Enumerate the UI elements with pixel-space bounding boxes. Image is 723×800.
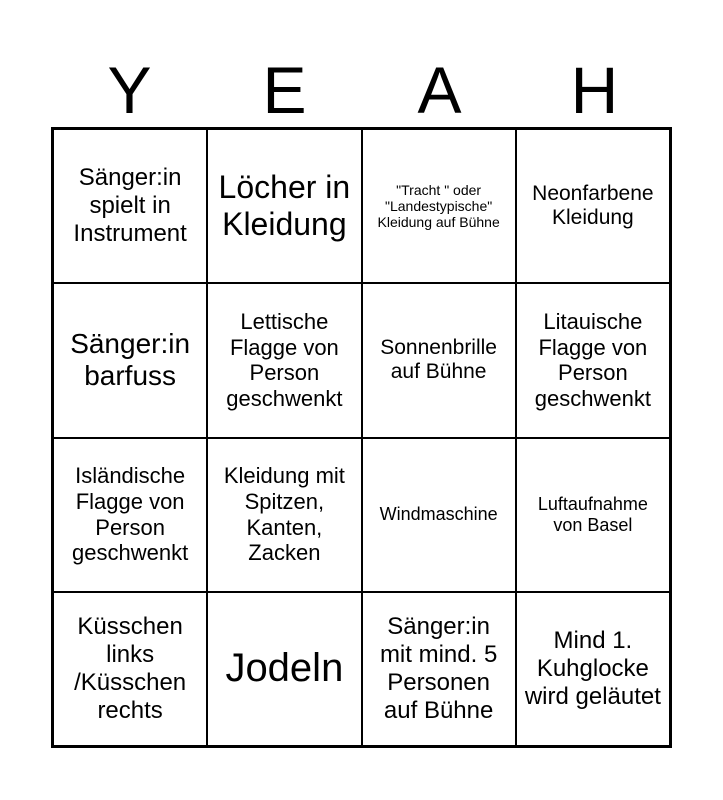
cell-text: Isländische Flagge von Person geschwenkt bbox=[72, 463, 189, 566]
cell-text: Küsschen links /Küsschen rechts bbox=[74, 612, 187, 724]
bingo-cell[interactable] bbox=[53, 129, 207, 283]
cell-text: Windmaschine bbox=[379, 504, 498, 525]
cell-text: Sänger:in mit mind. 5 Personen auf Bühne bbox=[379, 612, 498, 724]
bingo-cell[interactable] bbox=[207, 438, 361, 592]
cell-text: Mind 1. Kuhglocke wird geläutet bbox=[524, 626, 661, 710]
header-letter-a: A bbox=[417, 53, 462, 127]
bingo-cell[interactable] bbox=[516, 283, 670, 437]
header-letter-y: Y bbox=[107, 53, 152, 127]
bingo-cell[interactable] bbox=[207, 129, 361, 283]
bingo-cell[interactable] bbox=[53, 438, 207, 592]
bingo-cell[interactable] bbox=[362, 592, 516, 746]
bingo-cell[interactable] bbox=[207, 283, 361, 437]
bingo-cell[interactable] bbox=[516, 592, 670, 746]
bingo-cell[interactable] bbox=[362, 283, 516, 437]
cell-text: Lettische Flagge von Person geschwenkt bbox=[226, 308, 343, 412]
cell-text: Sänger:in barfuss bbox=[70, 327, 191, 392]
cell-text: Löcher in Kleidung bbox=[218, 168, 351, 243]
bingo-cell[interactable] bbox=[53, 592, 207, 746]
cell-text: Kleidung mit Spitzen, Kanten, Zacken bbox=[223, 463, 345, 566]
cell-text: Sänger:in spielt in Instrument bbox=[73, 164, 187, 248]
bingo-cell[interactable] bbox=[516, 438, 670, 592]
cell-text: Sonnenbrille auf Bühne bbox=[380, 335, 497, 384]
bingo-cell[interactable] bbox=[362, 438, 516, 592]
cell-text: Jodeln bbox=[225, 646, 344, 691]
bingo-cell[interactable] bbox=[516, 129, 670, 283]
bingo-cell[interactable] bbox=[362, 129, 516, 283]
cell-text: Luftaufnahme von Basel bbox=[537, 493, 648, 535]
cell-text: Neonfarbene Kleidung bbox=[532, 181, 654, 230]
bingo-cell[interactable] bbox=[207, 592, 361, 746]
cell-text: "Tracht " oder "Landestypische" Kleidung auf Bühne bbox=[377, 181, 500, 231]
cell-text: Litauische Flagge von Person geschwenkt bbox=[534, 308, 651, 412]
header-letter-e: E bbox=[262, 53, 307, 127]
header-letter-h: H bbox=[570, 53, 619, 127]
bingo-grid bbox=[51, 127, 672, 748]
bingo-header bbox=[52, 52, 672, 128]
bingo-cell[interactable] bbox=[53, 283, 207, 437]
